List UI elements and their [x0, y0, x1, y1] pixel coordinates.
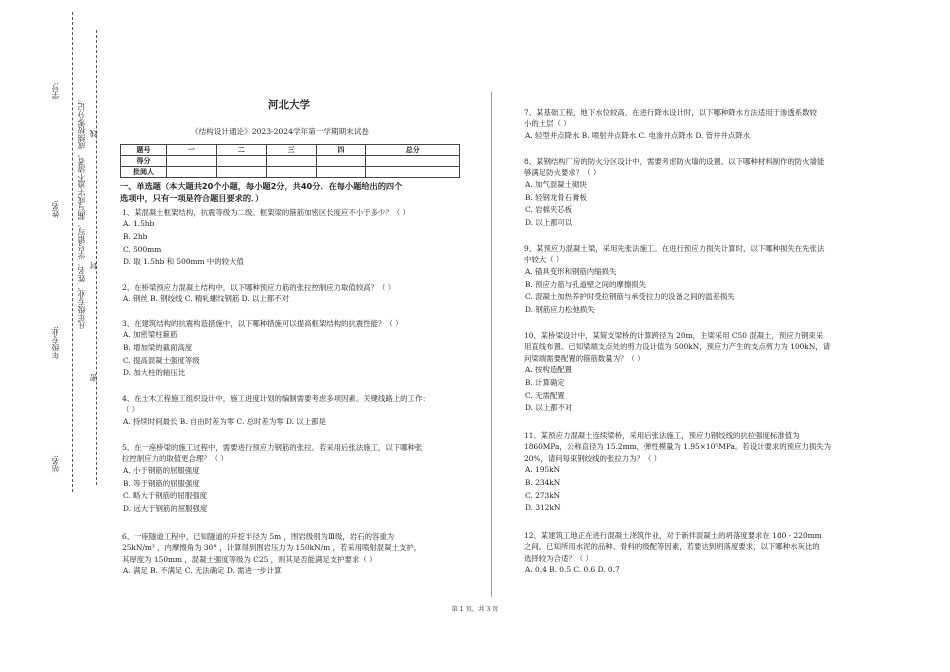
score-cell — [366, 156, 460, 167]
score-cell — [216, 156, 266, 167]
question-stem: 拉控制应力的取值更合理？（ ） — [122, 454, 228, 464]
question-stem: 25kN/m³ ，内摩擦角为 30° ，计算得到围岩压力为 150kN/m ，若采用喷射混凝土支护， — [122, 543, 422, 553]
score-header-cell: 题号 — [121, 145, 167, 156]
score-cell — [366, 167, 460, 178]
section-heading-line: 一、单选题（本大题共20个小题，每小题2分，共40分．在每小题给出的四个 — [120, 181, 403, 191]
option: A. 0.4 B. 0.5 C. 0.6 D. 0.7 — [525, 565, 620, 575]
question-3 — [122, 318, 457, 380]
option: B. 轻钢龙骨石膏板 — [525, 192, 587, 202]
option: B. 2hb — [123, 232, 148, 242]
question-stem: 小的土层（ ） — [524, 119, 571, 129]
score-table-header-row — [121, 145, 460, 156]
score-row-label: 得分 — [121, 156, 167, 167]
station-label: 站名: — [51, 455, 60, 473]
question-stem: 5、在一座桥梁的施工过程中，需要进行预应力钢筋的张拉。若采用后张法施工，以下哪种张 — [122, 443, 423, 452]
university-title: 河北大学 — [268, 99, 310, 111]
question-7 — [524, 107, 859, 143]
option: A. 满足 B. 不满足 C. 无法确定 D. 需进一步计算 — [123, 566, 282, 576]
question-stem: 6、一座隧道工程中，已知隧道的开挖半径为 5m ，围岩级别为Ⅲ级，岩石的容重为 — [122, 532, 395, 541]
option: C. 500mm — [123, 244, 162, 254]
score-table — [120, 144, 460, 178]
option: C. 混凝土加热养护时受拉钢筋与承受拉力的设备之间的温差损失 — [525, 292, 735, 302]
question-stem: 11、某预应力混凝土连续梁桥，采用后张法施工，预应力钢绞线的抗拉强度标准值为 — [524, 431, 800, 440]
student-id-label: 学号: — [51, 82, 60, 100]
option: C. 提高混凝土强度等级 — [123, 355, 200, 365]
option: D. 以上都不对 — [525, 403, 573, 413]
option: C. 岩棉夹芯板 — [525, 205, 573, 215]
question-8 — [524, 156, 859, 229]
score-header-cell: 二 — [216, 145, 266, 156]
question-6 — [122, 531, 457, 578]
score-cell — [167, 156, 217, 167]
question-stem: 12、某建筑工地正在进行混凝土浇筑作业，对于新拌混凝土的坍落度要求在 180 - 220mm — [524, 531, 822, 540]
seal-mark-xian: 线 — [89, 130, 98, 138]
option: A. 小于钢筋的屈服强度 — [123, 465, 200, 475]
question-stem: 2、在桥梁预应力混凝土结构中，以下哪种预应力筋的张拉控制应力取值较高？（ ） — [122, 283, 396, 292]
option: D. 以上都可以 — [525, 217, 573, 227]
option: C. 273kN — [525, 490, 561, 500]
score-table-row — [121, 167, 460, 178]
question-stem: 10、某桥梁设计中，某简支梁桥的计算跨径为 20m，主梁采用 C50 混凝土，预应力钢束采 — [524, 331, 824, 340]
question-stem: 够满足防火要求？（ ） — [524, 168, 601, 178]
question-stem: 8、某钢结构厂房的防火分区设计中，需要考虑防火墙的设置。以下哪种材料制作的防火墙能 — [524, 157, 825, 166]
seal-mark-mi: 密 — [89, 374, 98, 382]
option: B. 预应力筋与孔道壁之间的摩擦损失 — [525, 279, 646, 289]
question-stem: 中较大（ ） — [524, 255, 564, 265]
section-heading-line: 选项中，只有一项是符合题目要求的．） — [120, 192, 264, 203]
score-cell — [216, 167, 266, 178]
option: D. 312kN — [525, 503, 561, 513]
question-stem: 9、某预应力混凝土梁，采用先张法施工。在进行预应力损失计算时，以下哪种损失在先张法 — [524, 244, 825, 253]
question-stem: 1860MPa，公称直径为 15.2mm，弹性模量为 1.95×10⁵MPa。若设计要求的预应力损失为 — [524, 442, 831, 452]
option: D. 钢筋应力松弛损失 — [525, 304, 595, 314]
option: A. 持续时间最长 B. 自由时差为零 C. 总时差为零 D. 以上都是 — [123, 416, 326, 426]
score-cell — [316, 156, 366, 167]
question-stem: （ ） — [122, 405, 140, 415]
score-row-label: 批阅人 — [121, 167, 167, 178]
option: A. 195kN — [525, 465, 561, 475]
option: A. 加气混凝土砌块 — [525, 179, 587, 189]
option: B. 等于钢筋的屈服强度 — [123, 478, 200, 488]
score-header-cell: 四 — [316, 145, 366, 156]
binding-line-inner — [96, 30, 97, 485]
option: A. 加密梁柱箍筋 — [123, 330, 178, 340]
section-heading — [120, 181, 402, 205]
score-table-row — [121, 156, 460, 167]
exam-title: 《结构设计通论》2023-2024学年第一学期期末试卷 — [191, 127, 369, 136]
option: A. 钢丝 B. 钢绞线 C. 精轧螺纹钢筋 D. 以上都不对 — [123, 294, 289, 304]
grade-major-label: 年级专业: — [51, 326, 60, 359]
question-stem: 20%，请问每束钢绞线的张拉力为？（ ） — [524, 453, 662, 463]
score-header-cell: 一 — [167, 145, 217, 156]
question-11 — [524, 430, 859, 515]
option: C. 略大于钢筋的屈服强度 — [123, 491, 207, 501]
question-stem: 用直线布置。已知梁端支点处的剪力设计值为 500kN，预应力产生的支点剪力为 100kN，请 — [524, 342, 831, 352]
option: D. 远大于钢筋的屈服强度 — [123, 503, 208, 513]
question-5 — [122, 442, 457, 515]
binding-warning: 凡年级专业、姓名、学号错写、漏写或字迹不清者，成绩按零分记。 — [77, 95, 86, 329]
option: C. 无需配置 — [525, 390, 565, 400]
column-divider — [491, 92, 492, 597]
question-4 — [122, 393, 457, 429]
question-stem: 1、某混凝土框架结构，抗震等级为二级。框架梁的箍筋加密区长度应不小于多少？（ ） — [122, 208, 410, 217]
option: D. 取 1.5hb 和 500mm 中的较大值 — [123, 257, 244, 267]
option: A. 1.5hb — [123, 219, 155, 229]
score-cell — [316, 167, 366, 178]
option: B. 234kN — [525, 477, 561, 487]
question-stem: 4、在土木工程施工组织设计中，施工进度计划的编制需要考虑多项因素。关键线路上的工作： — [122, 394, 430, 403]
score-header-cell: 三 — [266, 145, 316, 156]
question-stem: 7、某基础工程，地下水位较高，在进行降水设计时，以下哪种降水方法适用于渗透系数较 — [524, 108, 817, 117]
question-stem: 其厚度为 150mm ，混凝土强度等级为 C25 ，则其是否能满足支护要求（ ） — [122, 554, 377, 564]
option: B. 计算确定 — [525, 377, 565, 387]
question-9 — [524, 243, 859, 316]
option: B. 增加梁的截面高度 — [123, 343, 193, 353]
question-stem: 3、在建筑结构的抗震构造措施中，以下哪种措施可以提高框架结构的抗震性能？（ ） — [122, 319, 403, 328]
question-stem: 之间。已知所用水泥的品种、骨料的级配等因素，若要达到坍落度要求，以下哪种水灰比的 — [524, 542, 820, 552]
binding-line-outer — [72, 12, 73, 492]
question-1 — [122, 207, 457, 269]
option: D. 加大柱的轴压比 — [123, 368, 186, 378]
score-header-cell: 总分 — [366, 145, 460, 156]
score-cell — [266, 167, 316, 178]
page-footer: 第 1 页，共 3 页 — [451, 606, 499, 613]
question-12 — [524, 530, 859, 577]
seal-mark-feng: 封 — [89, 262, 98, 270]
name-label: 姓名: — [51, 200, 60, 218]
question-10 — [524, 330, 859, 415]
score-cell — [266, 156, 316, 167]
question-2 — [122, 282, 457, 306]
score-cell — [167, 167, 217, 178]
question-stem: 问梁端需要配置的箍筋数量为？（ ） — [524, 353, 645, 363]
option: A. 轻型井点降水 B. 喷射井点降水 C. 电渗井点降水 D. 管井井点降水 — [525, 130, 751, 140]
question-stem: 选择较为合适？（ ） — [524, 553, 593, 563]
option: A. 按构造配置 — [525, 365, 572, 375]
option: A. 锚具变形和钢筋内缩损失 — [525, 266, 617, 276]
